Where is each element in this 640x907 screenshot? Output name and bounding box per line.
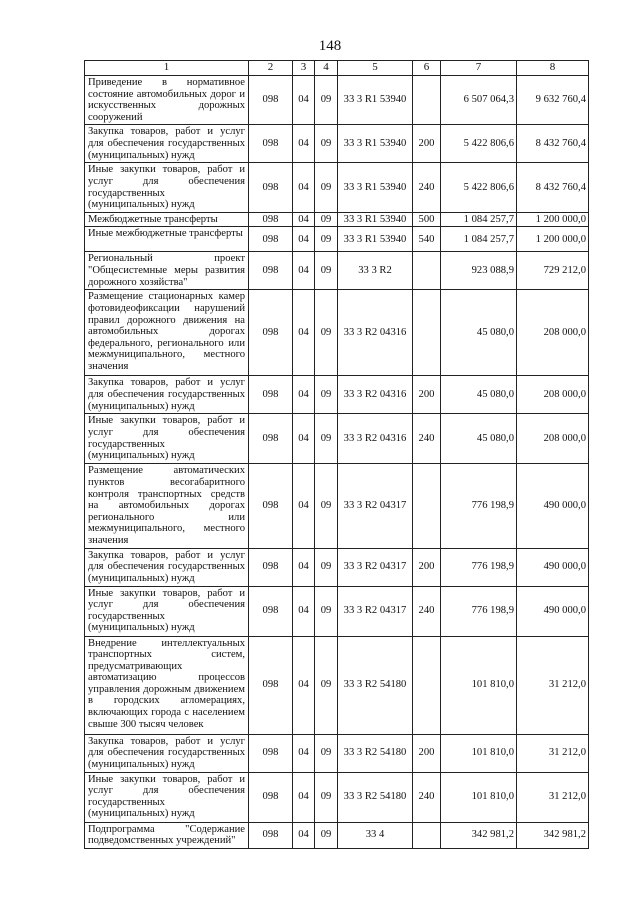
subsection-code-cell: 09 bbox=[315, 464, 338, 548]
ministry-code-cell: 098 bbox=[249, 414, 293, 464]
section-code-cell: 04 bbox=[293, 414, 315, 464]
amount-year1-cell: 45 080,0 bbox=[441, 376, 517, 414]
column-header: 8 bbox=[517, 61, 589, 76]
ministry-code-cell: 098 bbox=[249, 464, 293, 548]
target-article-cell: 33 3 R2 54180 bbox=[338, 734, 413, 772]
column-header: 3 bbox=[293, 61, 315, 76]
table-row bbox=[85, 636, 589, 734]
ministry-code-cell: 098 bbox=[249, 290, 293, 376]
amount-year1-cell: 45 080,0 bbox=[441, 290, 517, 376]
column-header: 2 bbox=[249, 61, 293, 76]
table-row bbox=[85, 212, 589, 227]
amount-year1-cell: 5 422 806,6 bbox=[441, 125, 517, 163]
ministry-code-cell: 098 bbox=[249, 212, 293, 227]
row-name-cell: Размещение стационарных камер фотовидеофиксации нарушений правил дорожного движения на автомобильных дорогах федерального, регионального или межмуниципального, местного значения bbox=[85, 290, 249, 376]
column-header: 7 bbox=[441, 61, 517, 76]
amount-year1-cell: 5 422 806,6 bbox=[441, 163, 517, 212]
ministry-code-cell: 098 bbox=[249, 376, 293, 414]
amount-year2-cell: 729 212,0 bbox=[517, 252, 589, 290]
row-name-cell: Закупка товаров, работ и услуг для обеспечения государственных (муниципальных) нужд bbox=[85, 376, 249, 414]
ministry-code-cell: 098 bbox=[249, 76, 293, 125]
budget-table-container bbox=[84, 60, 589, 849]
amount-year2-cell: 1 200 000,0 bbox=[517, 227, 589, 252]
target-article-cell: 33 3 R2 04317 bbox=[338, 464, 413, 548]
ministry-code-cell: 098 bbox=[249, 163, 293, 212]
target-article-cell: 33 3 R2 04317 bbox=[338, 586, 413, 636]
subsection-code-cell: 09 bbox=[315, 76, 338, 125]
table-row bbox=[85, 734, 589, 772]
amount-year2-cell: 31 212,0 bbox=[517, 772, 589, 822]
expense-type-cell: 200 bbox=[413, 376, 441, 414]
amount-year1-cell: 342 981,2 bbox=[441, 822, 517, 848]
section-code-cell: 04 bbox=[293, 163, 315, 212]
row-name-cell: Подпрограмма "Содержание подведомственных учреждений" bbox=[85, 822, 249, 848]
subsection-code-cell: 09 bbox=[315, 548, 338, 586]
table-row bbox=[85, 163, 589, 212]
subsection-code-cell: 09 bbox=[315, 227, 338, 252]
amount-year2-cell: 9 632 760,4 bbox=[517, 76, 589, 125]
table-row bbox=[85, 290, 589, 376]
expense-type-cell: 200 bbox=[413, 125, 441, 163]
expense-type-cell bbox=[413, 76, 441, 125]
row-name-cell: Иные закупки товаров, работ и услуг для обеспечения государственных (муниципальных) нужд bbox=[85, 414, 249, 464]
budget-table bbox=[84, 60, 589, 849]
target-article-cell: 33 3 R1 53940 bbox=[338, 76, 413, 125]
amount-year1-cell: 776 198,9 bbox=[441, 586, 517, 636]
amount-year2-cell: 208 000,0 bbox=[517, 414, 589, 464]
amount-year2-cell: 8 432 760,4 bbox=[517, 125, 589, 163]
section-code-cell: 04 bbox=[293, 290, 315, 376]
target-article-cell: 33 3 R1 53940 bbox=[338, 212, 413, 227]
ministry-code-cell: 098 bbox=[249, 772, 293, 822]
row-name-cell: Закупка товаров, работ и услуг для обеспечения государственных (муниципальных) нужд bbox=[85, 548, 249, 586]
table-row bbox=[85, 227, 589, 252]
row-name-cell: Внедрение интеллектуальных транспортных систем, предусматривающих автоматизацию процессов управления дорожным движением в городских агломерациях, включающих города с населением свыше 300 тысяч человек bbox=[85, 636, 249, 734]
amount-year2-cell: 342 981,2 bbox=[517, 822, 589, 848]
subsection-code-cell: 09 bbox=[315, 125, 338, 163]
expense-type-cell: 200 bbox=[413, 734, 441, 772]
amount-year1-cell: 101 810,0 bbox=[441, 636, 517, 734]
amount-year1-cell: 1 084 257,7 bbox=[441, 212, 517, 227]
subsection-code-cell: 09 bbox=[315, 414, 338, 464]
row-name-cell: Межбюджетные трансферты bbox=[85, 212, 249, 227]
amount-year1-cell: 101 810,0 bbox=[441, 772, 517, 822]
row-name-cell: Иные закупки товаров, работ и услуг для обеспечения государственных (муниципальных) нужд bbox=[85, 586, 249, 636]
subsection-code-cell: 09 bbox=[315, 252, 338, 290]
table-row bbox=[85, 464, 589, 548]
ministry-code-cell: 098 bbox=[249, 822, 293, 848]
row-name-cell: Закупка товаров, работ и услуг для обеспечения государственных (муниципальных) нужд bbox=[85, 125, 249, 163]
amount-year2-cell: 490 000,0 bbox=[517, 548, 589, 586]
section-code-cell: 04 bbox=[293, 125, 315, 163]
table-row bbox=[85, 376, 589, 414]
expense-type-cell: 500 bbox=[413, 212, 441, 227]
amount-year2-cell: 208 000,0 bbox=[517, 290, 589, 376]
target-article-cell: 33 3 R2 54180 bbox=[338, 636, 413, 734]
amount-year2-cell: 31 212,0 bbox=[517, 636, 589, 734]
expense-type-cell bbox=[413, 290, 441, 376]
subsection-code-cell: 09 bbox=[315, 822, 338, 848]
amount-year2-cell: 31 212,0 bbox=[517, 734, 589, 772]
page-number: 148 bbox=[318, 38, 342, 54]
section-code-cell: 04 bbox=[293, 76, 315, 125]
target-article-cell: 33 3 R2 04316 bbox=[338, 414, 413, 464]
table-row bbox=[85, 772, 589, 822]
section-code-cell: 04 bbox=[293, 227, 315, 252]
amount-year1-cell: 45 080,0 bbox=[441, 414, 517, 464]
section-code-cell: 04 bbox=[293, 822, 315, 848]
amount-year2-cell: 208 000,0 bbox=[517, 376, 589, 414]
expense-type-cell bbox=[413, 252, 441, 290]
amount-year2-cell: 490 000,0 bbox=[517, 464, 589, 548]
table-row bbox=[85, 414, 589, 464]
subsection-code-cell: 09 bbox=[315, 586, 338, 636]
subsection-code-cell: 09 bbox=[315, 290, 338, 376]
target-article-cell: 33 3 R2 04316 bbox=[338, 376, 413, 414]
expense-type-cell: 240 bbox=[413, 772, 441, 822]
column-header: 1 bbox=[85, 61, 249, 76]
table-row bbox=[85, 586, 589, 636]
row-name-cell: Приведение в нормативное состояние автомобильных дорог и искусственных дорожных сооружений bbox=[85, 76, 249, 125]
amount-year1-cell: 776 198,9 bbox=[441, 464, 517, 548]
amount-year2-cell: 8 432 760,4 bbox=[517, 163, 589, 212]
subsection-code-cell: 09 bbox=[315, 636, 338, 734]
target-article-cell: 33 4 bbox=[338, 822, 413, 848]
expense-type-cell bbox=[413, 464, 441, 548]
row-name-cell: Закупка товаров, работ и услуг для обеспечения государственных (муниципальных) нужд bbox=[85, 734, 249, 772]
amount-year1-cell: 923 088,9 bbox=[441, 252, 517, 290]
amount-year1-cell: 776 198,9 bbox=[441, 548, 517, 586]
expense-type-cell bbox=[413, 636, 441, 734]
ministry-code-cell: 098 bbox=[249, 227, 293, 252]
ministry-code-cell: 098 bbox=[249, 548, 293, 586]
amount-year1-cell: 6 507 064,3 bbox=[441, 76, 517, 125]
ministry-code-cell: 098 bbox=[249, 636, 293, 734]
subsection-code-cell: 09 bbox=[315, 734, 338, 772]
row-name-cell: Региональный проект "Общесистемные меры развития дорожного хозяйства" bbox=[85, 252, 249, 290]
table-body bbox=[85, 76, 589, 849]
expense-type-cell: 240 bbox=[413, 163, 441, 212]
target-article-cell: 33 3 R1 53940 bbox=[338, 163, 413, 212]
ministry-code-cell: 098 bbox=[249, 125, 293, 163]
column-header: 4 bbox=[315, 61, 338, 76]
amount-year1-cell: 1 084 257,7 bbox=[441, 227, 517, 252]
table-header-row bbox=[85, 61, 589, 76]
section-code-cell: 04 bbox=[293, 252, 315, 290]
ministry-code-cell: 098 bbox=[249, 586, 293, 636]
row-name-cell: Размещение автоматических пунктов весогабаритного контроля транспортных средств на автомобильных дорогах регионального или межмуниципального, местного значения bbox=[85, 464, 249, 548]
section-code-cell: 04 bbox=[293, 464, 315, 548]
section-code-cell: 04 bbox=[293, 734, 315, 772]
column-header: 5 bbox=[338, 61, 413, 76]
section-code-cell: 04 bbox=[293, 376, 315, 414]
expense-type-cell bbox=[413, 822, 441, 848]
expense-type-cell: 540 bbox=[413, 227, 441, 252]
target-article-cell: 33 3 R2 bbox=[338, 252, 413, 290]
section-code-cell: 04 bbox=[293, 548, 315, 586]
subsection-code-cell: 09 bbox=[315, 212, 338, 227]
target-article-cell: 33 3 R2 04317 bbox=[338, 548, 413, 586]
target-article-cell: 33 3 R2 04316 bbox=[338, 290, 413, 376]
amount-year2-cell: 490 000,0 bbox=[517, 586, 589, 636]
target-article-cell: 33 3 R1 53940 bbox=[338, 125, 413, 163]
table-row bbox=[85, 822, 589, 848]
amount-year1-cell: 101 810,0 bbox=[441, 734, 517, 772]
subsection-code-cell: 09 bbox=[315, 376, 338, 414]
expense-type-cell: 240 bbox=[413, 586, 441, 636]
table-row bbox=[85, 76, 589, 125]
table-row bbox=[85, 548, 589, 586]
row-name-cell: Иные закупки товаров, работ и услуг для обеспечения государственных (муниципальных) нужд bbox=[85, 772, 249, 822]
expense-type-cell: 200 bbox=[413, 548, 441, 586]
table-row bbox=[85, 125, 589, 163]
target-article-cell: 33 3 R1 53940 bbox=[338, 227, 413, 252]
row-name-cell: Иные закупки товаров, работ и услуг для обеспечения государственных (муниципальных) нужд bbox=[85, 163, 249, 212]
amount-year2-cell: 1 200 000,0 bbox=[517, 212, 589, 227]
ministry-code-cell: 098 bbox=[249, 734, 293, 772]
row-name-cell: Иные межбюджетные трансферты bbox=[85, 227, 249, 252]
section-code-cell: 04 bbox=[293, 212, 315, 227]
section-code-cell: 04 bbox=[293, 636, 315, 734]
target-article-cell: 33 3 R2 54180 bbox=[338, 772, 413, 822]
table-row bbox=[85, 252, 589, 290]
subsection-code-cell: 09 bbox=[315, 772, 338, 822]
subsection-code-cell: 09 bbox=[315, 163, 338, 212]
section-code-cell: 04 bbox=[293, 586, 315, 636]
section-code-cell: 04 bbox=[293, 772, 315, 822]
ministry-code-cell: 098 bbox=[249, 252, 293, 290]
expense-type-cell: 240 bbox=[413, 414, 441, 464]
column-header: 6 bbox=[413, 61, 441, 76]
